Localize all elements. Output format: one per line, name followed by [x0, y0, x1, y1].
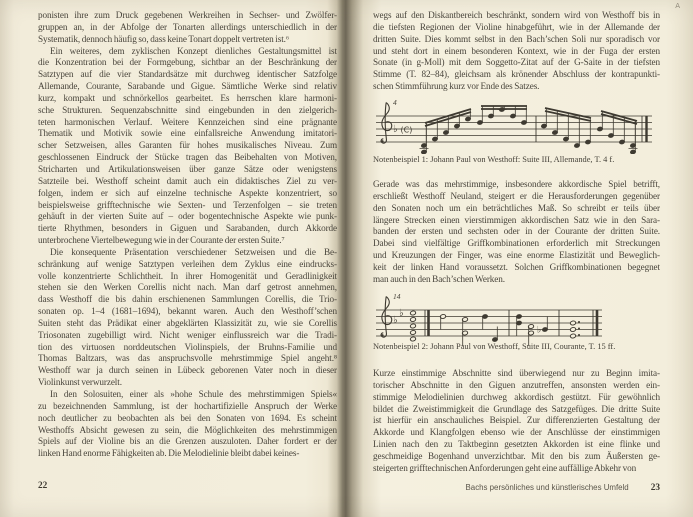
paragraph: [38, 247, 337, 389]
text-line: dritten Suite. Dies kommt selbst in den Bach’schen Soli nur sporadisch vor: [373, 33, 660, 44]
text-line: gehäuft in der vierten Suite auf – oder bogentechnische Aspekte wie punk-: [38, 211, 337, 222]
paragraph: [38, 10, 337, 46]
text-line: Thematik und Motivik sowie eine einfallsreiche Anwendung imitatori-: [38, 128, 337, 139]
page-number-left: 22: [38, 481, 48, 491]
text-line: sche Strukturen. Sequenzabschnitte sind eingebunden in den zielgerich-: [38, 104, 337, 115]
text-line: beispielsweise grifftechnische wie Sexten- und Terzenfolgen – sie treten: [38, 199, 337, 210]
text-line: Triosonaten zugebilligt wird. Nicht weniger einflussreich war die Tradi-: [38, 329, 337, 340]
text-line: Westhoffs Absicht gewesen zu sein, die Möglichkeiten des mehrstimmigen: [38, 424, 337, 435]
text-line: linken Hand enorme Fähigkeiten ab. Die Melodielinie bleibt dabei keines-: [38, 448, 300, 459]
text-line: teten harmonischen Verlauf. Weitere Kennzeichen sind eine prägnante: [38, 116, 337, 127]
text-line: unterbrochene Viertelbewegung wie in der Courante der ersten Suite.⁷: [38, 235, 285, 246]
text-line: Gerade was das mehrstimmige, insbesondere akkordische Spiel betrifft,: [373, 179, 660, 189]
svg-text:♭: ♭: [393, 315, 398, 326]
text-line: geschlossenen Eindruck der Stücke tragen das Beibehalten von Motiven,: [38, 152, 337, 163]
text-line: und Kreuzungen der Finger, was eine enorme Elastizität und Beweglich-: [373, 250, 660, 261]
text-line: tion des virtuosen norddeutschen Violinspiels, der Bruhns-Familie und: [38, 341, 337, 352]
paragraph: [373, 179, 660, 286]
paragraph: [38, 389, 337, 460]
paragraph: [38, 46, 337, 247]
text-line: wegs auf den Diskantbereich beschränkt, sondern wird von Westhoff bis in: [373, 10, 660, 20]
text-line: ponisten ihre zum Druck gegebenen Werkreihen in Sechser- und Zwölfer-: [38, 10, 337, 20]
notes-layer: [376, 106, 652, 154]
right-page-text-bottom: [373, 368, 660, 475]
text-line: die Konzentration bei der Formgebung, sichtbar an der Beschränkung der: [38, 57, 337, 68]
notes-layer: [376, 308, 602, 346]
text-line: kurz, kompakt und schnörkellos gearbeitet. Es herrschen klare harmoni-: [38, 92, 337, 103]
text-line: Linien nach den zu Taktbeginn gesetzten Akkorden ist eine flinke und: [373, 439, 660, 450]
text-line: stehen sie den Werken Corellis nicht nach. Man darf getrost annehmen,: [38, 282, 337, 293]
text-line: keit der linken Hand voraussetzt. Solchen Griffkombinationen begegnet: [373, 261, 660, 272]
music-example-2-notation: [373, 290, 605, 348]
text-line: banden der ersten und sechsten oder in der Courante der dritten Suite.: [373, 226, 660, 237]
text-line: Akkorde und Klangfolgen ebenso wie der Anschlüsse der einstimmigen: [373, 427, 660, 438]
text-line: schen Stimmführung kurz vor Ende des Satzes.: [373, 81, 540, 92]
left-page: [0, 0, 346, 517]
measure-number-label: 4: [393, 98, 397, 107]
right-page-text-top: [373, 10, 660, 93]
text-line: geschmeidige Bogenhand unverzichtbar. Mit den bis zum Äußersten ge-: [373, 450, 660, 461]
text-line: Die konsequente Präsentation verschiedener Setzweisen und die Be-: [50, 246, 337, 257]
text-line: Westhoff war ja durch seinen in Lübeck geborenen Vater noch in dieser: [38, 365, 337, 376]
text-line: Violinkunst verwurzelt.: [38, 377, 122, 388]
page-number-right: 23: [650, 483, 660, 493]
svg-text:♭: ♭: [537, 325, 542, 336]
text-line: Suiten steht das Prädikat einer abgeklärten Klassizität zu, wie sie Corellis: [38, 317, 337, 328]
paragraph: [373, 10, 660, 93]
text-line: man auch in den Bach’schen Werken.: [373, 273, 505, 284]
paragraph: [373, 368, 660, 475]
text-line: Satzteile bei. Westhoff scheint damit auch ein didaktisches Ziel zu ver-: [38, 175, 337, 186]
text-line: sonaten op. 1–4 (1681–1694), bekannt waren. Auch den Westhoff’schen: [38, 306, 337, 317]
music-example-1: [373, 96, 655, 154]
music-caption-1: Notenbeispiel 1: Johann Paul von Westhoff: Suite III, Allemande, T. 4 f.: [373, 155, 615, 164]
svg-text:♭: ♭: [393, 124, 398, 135]
text-line: Satztypen auf die vier Standardsätze mit durchweg identischer Satzfolge: [38, 69, 337, 80]
text-line: tierte Rhythmen, besonders in Giguen und Sarabanden, durch Akkorde: [38, 223, 337, 234]
text-line: Thomas Baltzars, was das anspruchsvolle mehrstimmige Spiel angeht.⁸: [38, 353, 337, 364]
text-line: Kurze einstimmige Abschnitte sind überwiegend nur zu Beginn imita-: [373, 368, 660, 378]
text-line: die tiefsten Regionen der Violine hinabgeführt, wie in der Allemande der: [373, 21, 660, 32]
text-line: schränkung auf wenige Satztypen verleihen dem Zyklus eine eindrucks-: [38, 258, 337, 269]
text-line: steigerten grifftechnischen Anforderungen geht eine auffällige Abkehr von: [373, 462, 637, 473]
svg-text:♭: ♭: [399, 308, 404, 319]
text-line: Sonate (in g-Moll) mit dem Soggetto-Zitat auf der G-Saite in der tiefsten: [373, 57, 660, 68]
page-footer: [373, 483, 660, 493]
music-example-1-notation: [373, 96, 655, 154]
right-page: [346, 0, 693, 517]
text-line: und steht dort in einem besonderen Kontext, wie in der Fuga der ersten: [373, 45, 660, 56]
text-line: zu bezeichnenden Sammlung, ist der hochartifizielle Anspruch der Werke: [38, 400, 337, 411]
music-example-2: [373, 290, 605, 348]
text-line: Allemande, Courante, Sarabande und Gigue. Sämtliche Werke sind relativ: [38, 81, 337, 92]
pencil-mark: A: [675, 2, 680, 10]
text-line: längere Strecken einen vierstimmigen akkordischen Satz wie in den Sara-: [373, 214, 660, 225]
text-line: volle konzentrierte Schlichtheit. In ihrer Homogenität und Geradlinigkeit: [38, 270, 337, 281]
text-line: In den Solosuiten, einer als »hohe Schule des mehrstimmigen Spiels«: [50, 389, 337, 399]
text-line: Spiels auf der Violine bis an die Grenzen auszuloten. Daher fordert er der: [38, 436, 337, 447]
left-page-text: [38, 10, 337, 460]
measure-number-label: 14: [393, 292, 401, 301]
svg-text:(C): (C): [400, 125, 413, 135]
text-line: stimmige Melodielinien durchweg akkordisch gestützt. Für gewöhnlich: [373, 391, 660, 402]
text-line: Stricharten und Artikulationsweisen über ganze Sätze oder wenigstens: [38, 163, 337, 174]
text-line: dass Westhoff die bis dahin erschienenen Sammlungen Corellis, die Trio-: [38, 294, 337, 305]
text-line: den Sonaten noch um ein beträchtliches Maß. So schreibt er teils über: [373, 202, 660, 213]
text-line: bildet die Zweistimmigkeit die Grundlage des Satzgefüges. Die dritte Suite: [373, 403, 660, 414]
right-page-text-middle: [373, 179, 660, 286]
text-line: noch deutlicher zu beobachten als bei den Sonaten von 1694. Es scheint: [38, 412, 337, 423]
text-line: Dabei sind vielfältige Griffkombinationen erforderlich mit Streckungen: [373, 238, 660, 249]
running-title: Bachs persönliches und künstlerisches Umfeld: [465, 483, 629, 492]
text-line: torischer Abschnitte in den Giguen anzutreffen, ansonsten werden ein-: [373, 379, 660, 390]
text-line: scher Setzweisen, alles Garanten für hohes musikalisches Niveau. Zum: [38, 140, 337, 151]
text-line: Systematik, dennoch häufig so, dass keine Tonart doppelt vertreten ist.⁶: [38, 33, 289, 44]
music-caption-2: Notenbeispiel 2: Johann Paul von Westhoff, Suite III, Courante, T. 15 ff.: [373, 342, 616, 351]
text-line: ist hierfür ein anschauliches Beispiel. Zur differenzierten Gestaltung der: [373, 415, 660, 426]
text-line: folgen, indem er sich auf einzelne technische Aspekte konzentriert, so: [38, 187, 337, 198]
text-line: Stimme (T. 82–84), gleichsam als krönender Abschluss der kontrapunkti-: [373, 69, 660, 80]
text-line: gruppen an, in der Abfolge der Tonarten allerdings unterschiedlich in der: [38, 21, 337, 32]
text-line: erschließt Westhoff Neuland, steigert er die Herausforderungen gegenüber: [373, 190, 660, 201]
text-line: Ein weiteres, dem zyklischen Konzept dienliches Gestaltungsmittel ist: [50, 45, 337, 56]
